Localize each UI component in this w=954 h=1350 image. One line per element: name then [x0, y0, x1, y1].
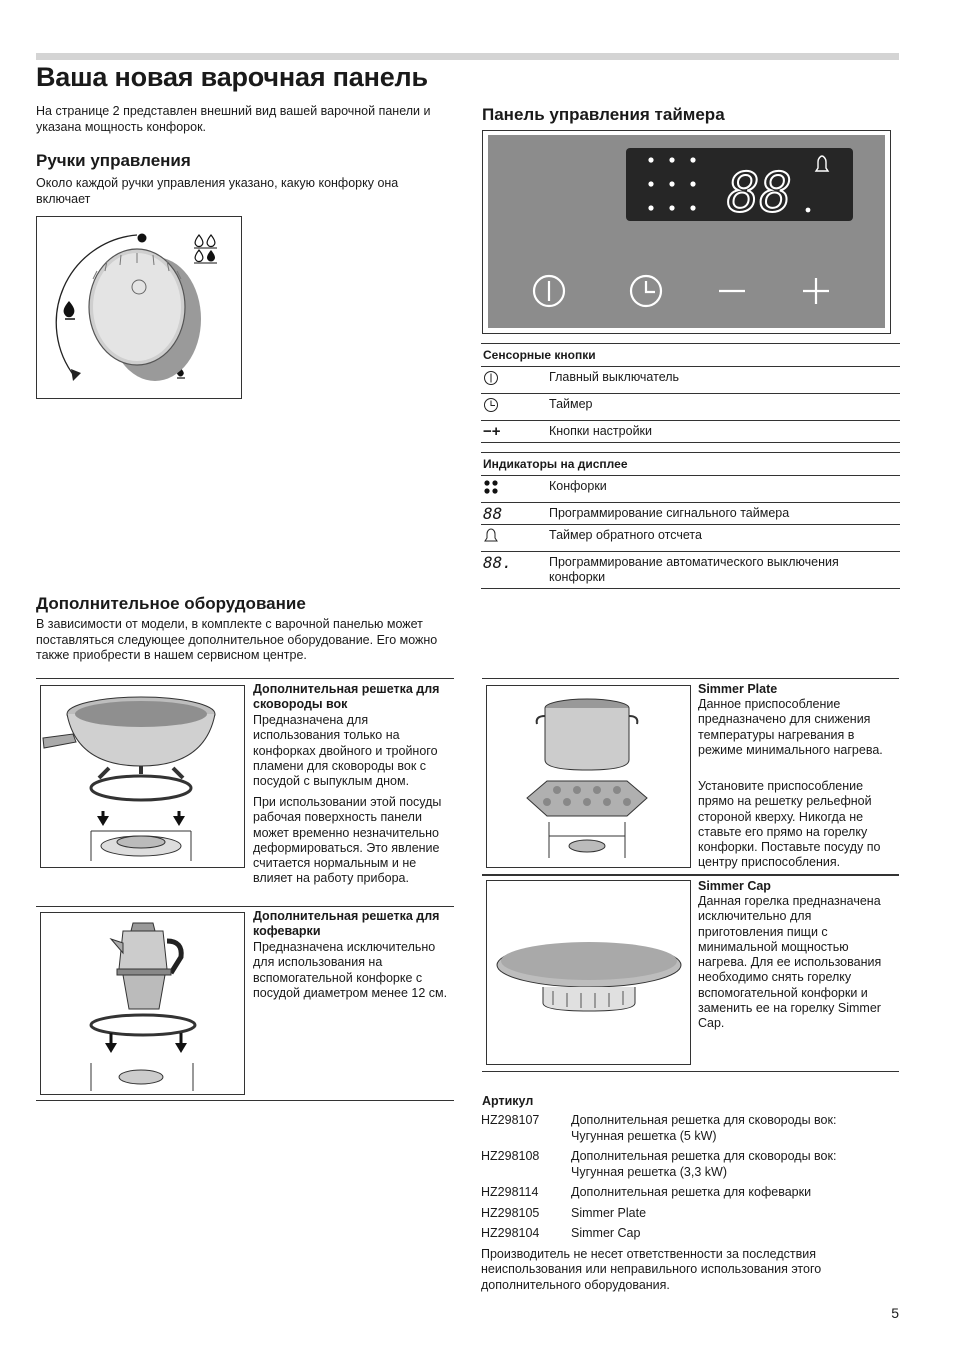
article-code: HZ298107: [481, 1113, 540, 1127]
simmer-plate-text-1: Данное приспособление предназначено для снижения температуры нагревания в режиме минимального нагрева.: [698, 697, 883, 757]
article-desc: Дополнительная решетка для кофеварки: [571, 1185, 812, 1199]
table-row: [481, 1206, 886, 1227]
table-row: [481, 525, 900, 552]
indicator-label: Программирование сигнального таймера: [547, 503, 900, 525]
page-number: 5: [891, 1305, 899, 1321]
indicators-header: Индикаторы на дисплее: [481, 453, 900, 476]
power-icon: [483, 375, 499, 389]
touch-key-label: Таймер: [547, 394, 900, 421]
table-row: [481, 552, 900, 589]
simmer-plate-title: Simmer Plate: [698, 682, 778, 696]
articles-header: Артикул: [482, 1094, 534, 1108]
knob-illustration: [36, 216, 242, 399]
wok-text-1: Предназначена для использования только на конфорках двойного и тройного пламени для сковороды вок с посудой с выпуклым дном.: [253, 713, 438, 789]
article-code: HZ298108: [481, 1149, 540, 1163]
divider: [482, 678, 899, 679]
simmer-cap-illustration: [486, 880, 691, 1065]
wok-text-2: При использовании этой посуды рабочая поверхность панели может временно незначительно деформироваться. Это явление считается нормальным и не влияет на работу прибора.: [253, 795, 442, 886]
page-title: Ваша новая варочная панель: [36, 62, 428, 92]
article-code: HZ298104: [481, 1226, 540, 1240]
indicator-label: Программирование автоматического выключения конфорки: [547, 552, 900, 589]
simmer-cap-text-1: Данная горелка предназначена исключительно для приготовления пищи с минимальной мощностью нагрева. Для ее использования необходимо снять горелку вспомогательной конфорки и заменить ее на горелку Simmer Cap.: [698, 894, 882, 1031]
article-code: HZ298114: [481, 1185, 539, 1199]
timer-panel-illustration: [482, 130, 891, 334]
table-row: [481, 503, 900, 525]
bell-icon: [483, 533, 499, 547]
article-desc: Simmer Cap: [571, 1226, 641, 1240]
minus-plus-symbol: −+: [481, 421, 547, 443]
timer-display-digits: 88: [727, 161, 793, 224]
touch-key-label: Главный выключатель: [547, 367, 900, 394]
table-row: [481, 1113, 886, 1149]
articles-table: [481, 1113, 886, 1247]
wok-title: Дополнительная решетка для сковороды вок: [253, 682, 440, 712]
article-code: HZ298105: [481, 1205, 540, 1220]
touch-keys-header: Сенсорные кнопки: [481, 344, 900, 367]
table-row: [481, 367, 900, 394]
article-desc: Дополнительная решетка для сковороды вок: Чугунная решетка (3,3 kW): [571, 1149, 837, 1179]
disclaimer-text: Производитель не несет ответственности за последствия неиспользования или неправильного использования этого дополнительного оборудования.: [481, 1247, 822, 1292]
table-row: [481, 1226, 886, 1247]
coffee-text-1: Предназначена исключительно для использования на вспомогательной конфорке с посудой диаметром менее 12 см.: [253, 940, 448, 1000]
indicator-label: Таймер обратного отсчета: [547, 525, 900, 552]
table-row: [481, 476, 900, 503]
burner-dots-icon: [483, 484, 499, 498]
clock-icon: [483, 402, 499, 416]
divider: [36, 906, 454, 907]
article-desc: Simmer Plate: [571, 1205, 647, 1220]
coffee-title: Дополнительная решетка для кофеварки: [253, 909, 440, 939]
knobs-heading: Ручки управления: [36, 151, 191, 170]
simmer-plate-illustration: [486, 685, 691, 868]
accessories-heading: Дополнительное оборудование: [36, 594, 306, 613]
accessories-intro: В зависимости от модели, в комплекте с варочной панелью может поставляться следующее дополнительное оборудование. Его можно также приобрести в нашем сервисном центре.: [36, 617, 438, 662]
intro-text: На странице 2 представлен внешний вид вашей варочной панели и указана мощность конфорок.: [36, 104, 431, 134]
table-row: [481, 394, 900, 421]
simmer-plate-text-2: Установите приспособление прямо на решетку рельефной стороной кверху. Никогда не ставьте его прямо на горелку конфорки. Поставьте посуду по центру приспособления.: [698, 779, 881, 870]
wok-illustration: [40, 685, 245, 868]
display-88-dot-symbol: 88.: [481, 552, 547, 589]
divider: [36, 678, 454, 679]
table-row: [481, 1149, 886, 1185]
top-rule: [36, 53, 899, 60]
touch-key-label: Кнопки настройки: [547, 421, 900, 443]
indicator-label: Конфорки: [547, 476, 900, 503]
table-row: [481, 421, 900, 443]
divider: [36, 1100, 454, 1101]
article-desc: Дополнительная решетка для сковороды вок: Чугунная решетка (5 kW): [571, 1113, 837, 1143]
indicators-table: [481, 452, 900, 589]
display-88-symbol: 88: [481, 503, 547, 525]
coffee-maker-illustration: [40, 912, 245, 1095]
divider: [482, 874, 899, 876]
simmer-cap-title: Simmer Cap: [698, 879, 771, 893]
touch-keys-table: [481, 343, 900, 443]
knobs-text: Около каждой ручки управления указано, какую конфорку она включает: [36, 176, 399, 206]
timer-heading: Панель управления таймера: [482, 105, 725, 124]
table-row: [481, 1185, 886, 1206]
divider: [482, 1071, 899, 1072]
